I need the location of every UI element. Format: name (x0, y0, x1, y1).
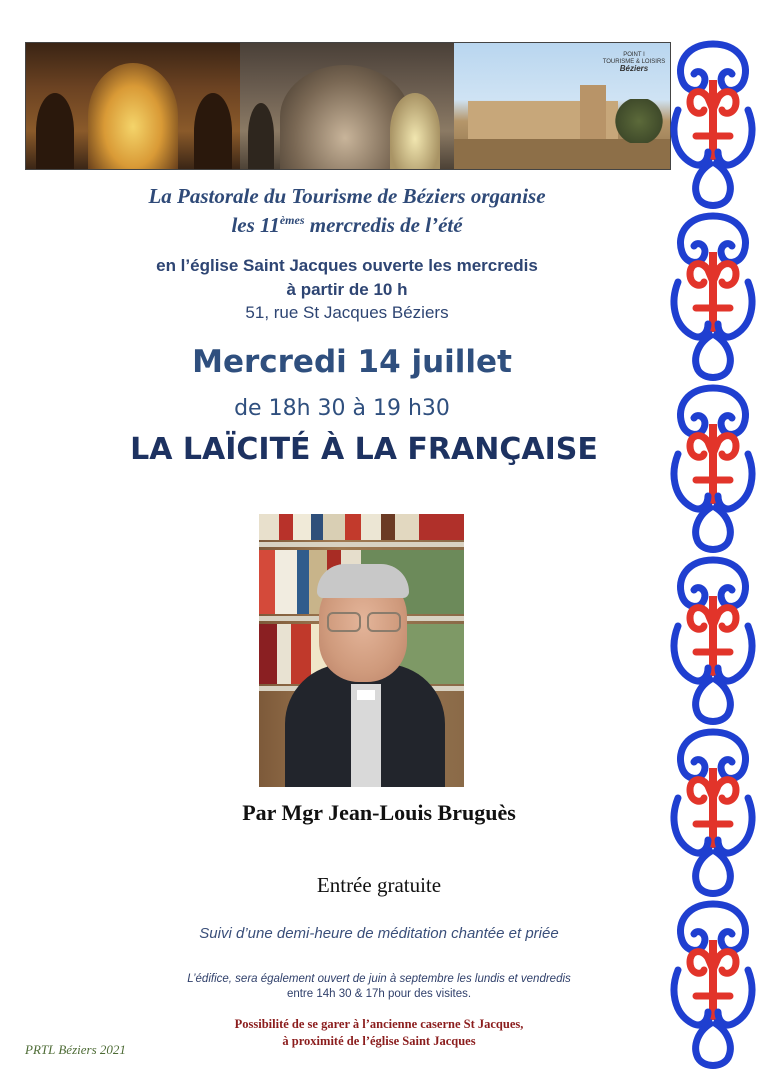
parking-line-1: Possibilité de se garer à l’ancienne caserne St Jacques, (234, 1017, 524, 1031)
church-interior-photo (26, 43, 240, 169)
visit-hours-line-1: L’édifice, sera également ouvert de juin à septembre les lundis et vendredis (187, 973, 571, 985)
logo-line-text: TOURISME & LOISIRS (602, 58, 666, 65)
decorative-border (668, 40, 758, 1070)
logo-small-text: POINT I (623, 52, 645, 58)
opening-time-line: à partir de 10 h (286, 280, 408, 299)
header-banner (25, 42, 671, 170)
church-nave-photo (240, 43, 454, 169)
event-title: LA LAÏCITÉ À LA FRANÇAISE (130, 432, 598, 467)
visit-hours-line-2: entre 14h 30 & 17h pour des visites. (286, 988, 472, 1000)
speaker-portrait (259, 514, 464, 787)
event-time: de 18h 30 à 19 h30 (234, 396, 450, 421)
entry-fee: Entrée gratuite (316, 873, 442, 897)
address-line: 51, rue St Jacques Béziers (245, 303, 449, 322)
event-date: Mercredi 14 juillet (192, 344, 512, 380)
organizer-line: La Pastorale du Tourisme de Béziers organise (148, 184, 546, 208)
church-opening-line: en l’église Saint Jacques ouverte les mercredis (156, 256, 538, 275)
logo-city-text: Béziers (619, 64, 649, 74)
speaker-name: Par Mgr Jean-Louis Bruguès (242, 800, 516, 825)
footer-credit: PRTL Béziers 2021 (25, 1042, 126, 1057)
tourism-logo (598, 52, 670, 74)
meditation-note: Suivi d’une demi-heure de méditation chantée et priée (199, 925, 559, 942)
series-line: les 11èmes mercredis de l’été (231, 213, 463, 237)
parking-line-2: à proximité de l’église Saint Jacques (282, 1034, 476, 1048)
